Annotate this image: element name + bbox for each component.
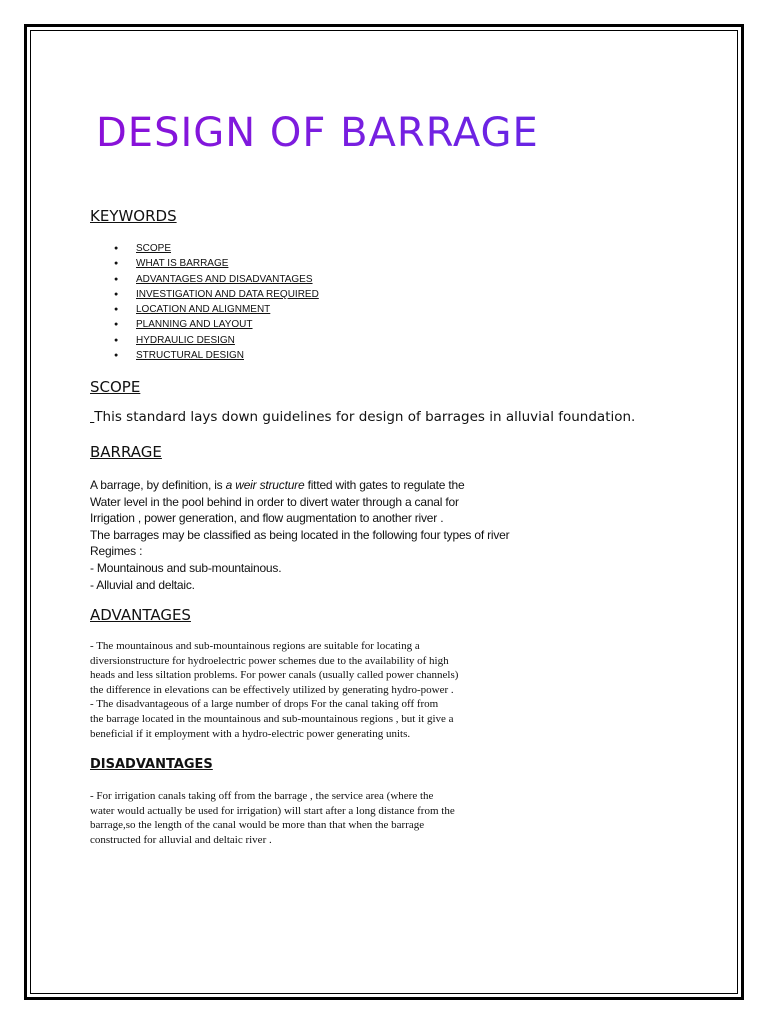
text-line: diversionstructure for hydroelectric power schemes due to the availability of high — [90, 654, 449, 667]
advantages-heading: ADVANTAGES — [90, 606, 191, 624]
list-item — [114, 287, 319, 302]
text-span: A barrage, by definition, is — [90, 478, 226, 492]
list-item — [114, 272, 319, 287]
text-line: barrage,so the length of the canal would be more than that when the barrage — [90, 819, 425, 832]
scope-text: This standard lays down guidelines for design of barrages in alluvial foundation. — [94, 409, 636, 425]
list-item — [114, 333, 319, 348]
text-span: fitted with gates to regulate the — [304, 478, 465, 492]
list-item — [114, 302, 319, 317]
italic-term: a weir structure — [225, 478, 305, 492]
text-line: constructed for alluvial and deltaic river . — [90, 833, 272, 846]
text-line: Irrigation , power generation, and flow augmentation to another river . — [90, 511, 444, 526]
text-line: beneficial if it employment with a hydro-electric power generating units. — [90, 727, 411, 740]
keywords-heading: KEYWORDS — [90, 207, 177, 225]
text-line: - The mountainous and sub-mountainous regions are suitable for locating a — [90, 640, 420, 652]
text-line: The barrages may be classified as being located in the following four types of river — [90, 527, 510, 542]
text-line: - Mountainous and sub-mountainous. — [90, 560, 282, 575]
text-line: - Alluvial and deltaic. — [90, 577, 195, 592]
barrage-paragraph — [90, 477, 509, 593]
scope-heading: SCOPE — [90, 378, 141, 396]
text-line: - For irrigation canals taking off from the barrage , the service area (where the — [90, 790, 434, 802]
text-line — [90, 477, 509, 494]
text-line: Regimes : — [90, 544, 143, 559]
keyword-link[interactable]: STRUCTURAL DESIGN — [136, 350, 244, 362]
text-line: - The disadvantageous of a large number of drops For the canal taking off from — [90, 698, 439, 711]
barrage-heading: BARRAGE — [90, 443, 162, 461]
keyword-link[interactable]: PLANNING AND LAYOUT — [136, 319, 253, 331]
bullet-icon: ● — [114, 306, 119, 314]
keyword-link[interactable]: LOCATION AND ALIGNMENT — [136, 304, 271, 316]
disadvantages-heading: DISADVANTAGES — [90, 757, 213, 772]
document-title: DESIGN OF BARRAGE — [96, 110, 696, 156]
disadvantages-paragraph — [90, 789, 455, 847]
bullet-icon: ● — [114, 290, 119, 298]
list-item — [114, 348, 319, 363]
text-line: Water level in the pool behind in order to divert water through a canal for — [90, 494, 459, 509]
keyword-link[interactable]: SCOPE — [136, 243, 172, 254]
list-item — [114, 256, 319, 271]
bullet-icon: ● — [114, 336, 119, 344]
bullet-icon: ● — [114, 352, 119, 360]
keywords-list — [114, 241, 319, 363]
keyword-link[interactable]: INVESTIGATION AND DATA REQUIRED — [136, 288, 319, 300]
bullet-icon: ● — [114, 275, 119, 283]
bullet-icon: ● — [114, 321, 119, 329]
text-line: the barrage located in the mountainous and sub-mountainous regions , but it give a — [90, 712, 454, 725]
text-line: the difference in elevations can be effectively utilized by generating hydro-power . — [90, 683, 454, 696]
list-item — [114, 241, 319, 256]
text-line: water would actually be used for irrigation) will start after a long distance from the — [90, 804, 455, 817]
advantages-paragraph — [90, 639, 458, 741]
bullet-icon: ● — [114, 245, 119, 252]
bullet-icon: ● — [114, 260, 119, 268]
list-item — [114, 317, 319, 332]
keyword-link[interactable]: HYDRAULIC DESIGN — [136, 334, 235, 346]
keyword-link[interactable]: WHAT IS BARRAGE — [136, 258, 229, 270]
keyword-link[interactable]: ADVANTAGES AND DISADVANTAGES — [136, 273, 313, 285]
text-line: heads and less siltation problems. For power canals (usually called power channels) — [90, 669, 459, 682]
scope-paragraph — [90, 409, 635, 425]
